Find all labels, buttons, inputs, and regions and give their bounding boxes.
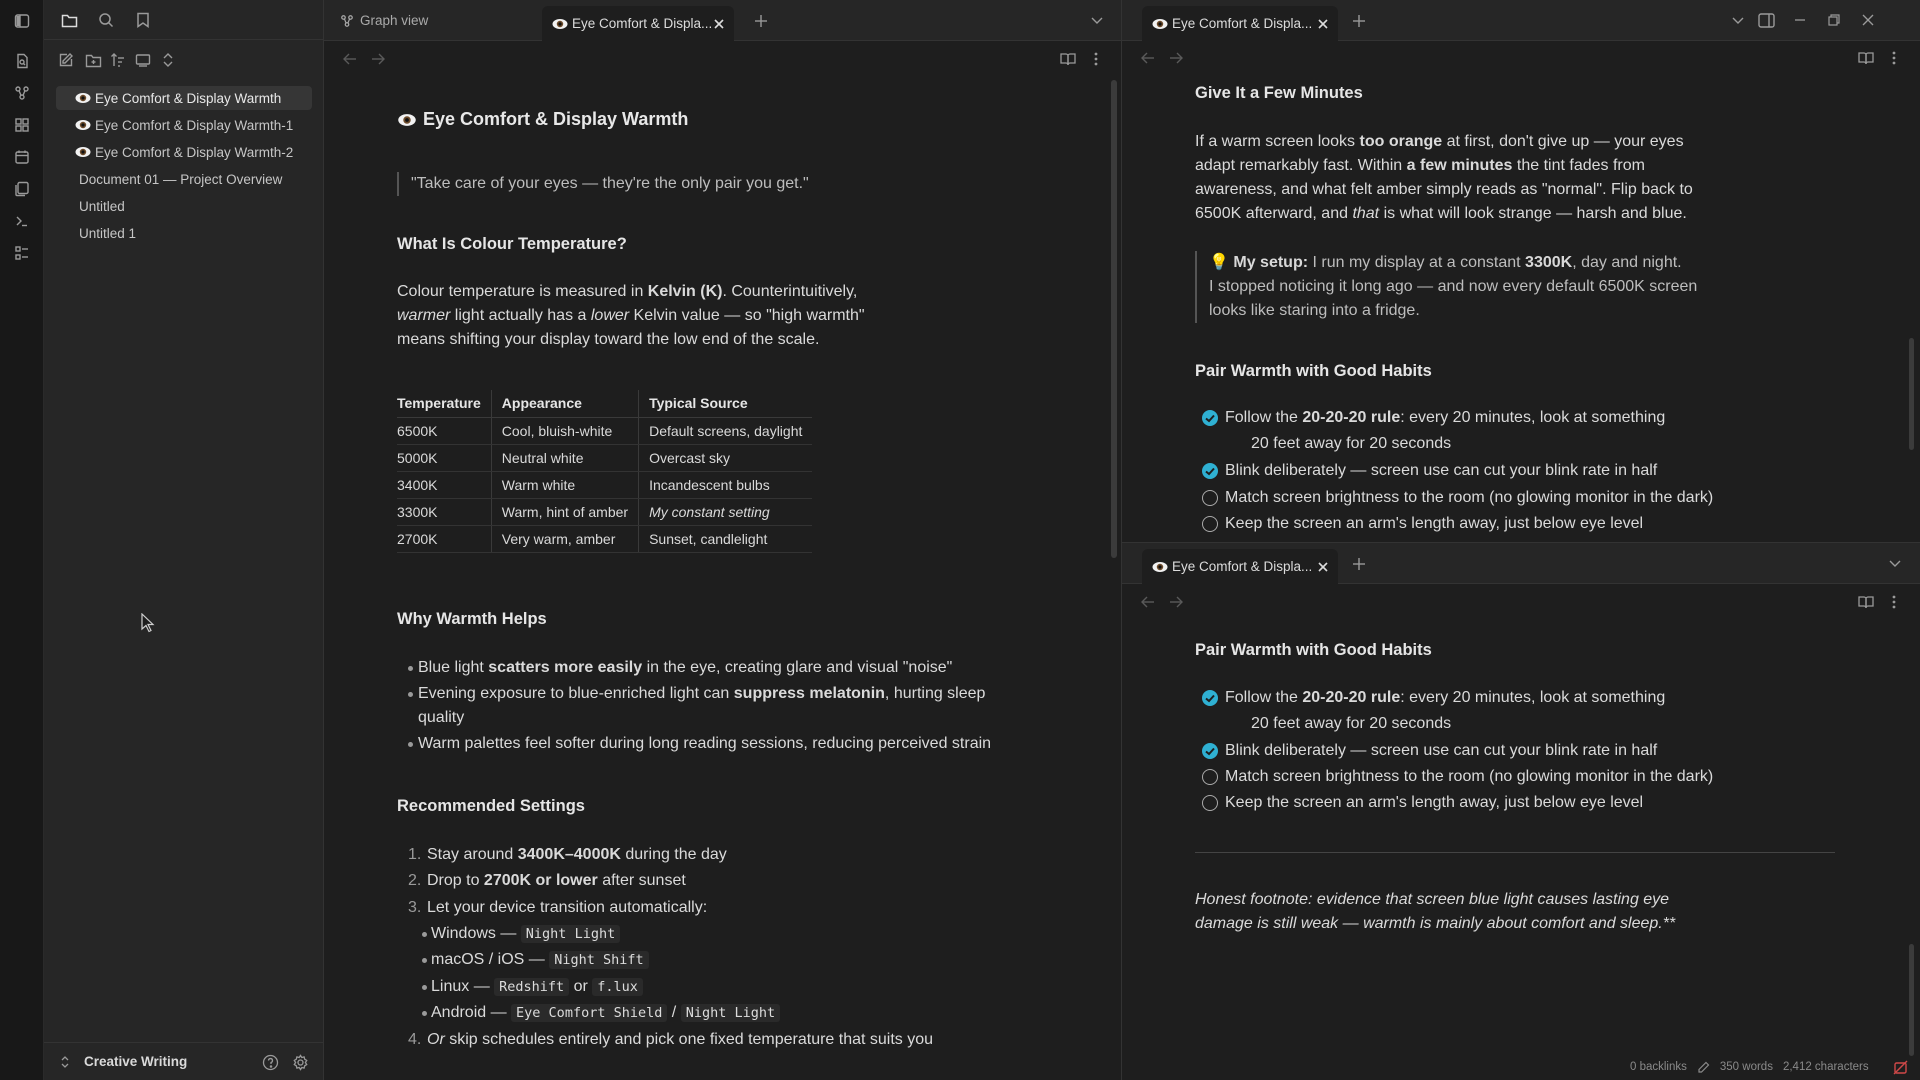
heading-why-warmth: Why Warmth Helps [397, 610, 547, 628]
table-cell: Default screens, daylight [639, 417, 813, 444]
ribbon [0, 0, 44, 1080]
left-tab-bar [324, 0, 1121, 41]
tab-label: Eye Comfort & Displa... [1172, 559, 1313, 574]
templates-icon[interactable] [11, 178, 33, 200]
list-item: Blue light scatters more easily in the eye, creating glare and visual "noise" [418, 659, 953, 676]
list-item: Warm palettes feel softer during long reading sessions, reducing perceived strain [418, 735, 992, 752]
bullet [408, 742, 413, 747]
note-title [397, 109, 688, 130]
restore-window-icon[interactable] [1824, 10, 1844, 30]
close-window-icon[interactable] [1858, 10, 1878, 30]
tab-eye-comfort[interactable] [542, 6, 734, 41]
file-item-label: Eye Comfort & Display Warmth [95, 90, 282, 106]
vault-switcher[interactable] [44, 1042, 324, 1080]
task-checkbox-unchecked[interactable] [1202, 769, 1218, 785]
back-arrow-icon[interactable] [1138, 48, 1158, 68]
eye-emoji-icon [552, 18, 568, 30]
back-arrow-icon[interactable] [1138, 592, 1158, 612]
new-tab-icon[interactable] [751, 11, 771, 31]
bullet [422, 1011, 427, 1016]
eye-emoji-icon [1152, 18, 1168, 30]
files-tab-icon[interactable] [58, 9, 80, 31]
canvas-icon[interactable] [11, 114, 33, 136]
heading-colour-temperature: What Is Colour Temperature? [397, 235, 627, 253]
task-text-continued: 20 feet away for 20 seconds [1251, 715, 1452, 732]
heading-pair-warmth-bottom: Pair Warmth with Good Habits [1195, 641, 1432, 659]
table-cell: 5000K [397, 444, 491, 471]
eye-emoji-icon [75, 146, 91, 158]
file-item-label: Document 01 — Project Overview [79, 171, 283, 187]
table-cell: My constant setting [639, 498, 813, 525]
right-top-scrollbar[interactable] [1909, 338, 1914, 450]
word-count: 350 words [1719, 1061, 1773, 1073]
table-cell: Overcast sky [639, 444, 813, 471]
table-header-row [397, 390, 812, 417]
horizontal-rule [1195, 852, 1835, 853]
bullet [408, 666, 413, 671]
table-row [397, 525, 812, 552]
tab-eye-comfort-bottom[interactable] [1142, 549, 1338, 584]
new-tab-icon[interactable] [1349, 11, 1369, 31]
list-item: Let your device transition automatically: [427, 899, 708, 916]
forward-arrow-icon[interactable] [1166, 48, 1186, 68]
setup-callout: 💡 My setup: I run my display at a constant 3300K, day and night. I stopped noticing it long ago — and now every default 6500K screen looks like staring into a fridge. [1209, 254, 1698, 319]
file-item-eye-comfort-2[interactable] [56, 140, 312, 164]
table-header: Typical Source [639, 390, 813, 417]
close-tab-icon[interactable] [1316, 560, 1330, 574]
table-cell: Cool, bluish-white [491, 417, 638, 444]
backlinks-count[interactable]: 0 backlinks [1630, 1061, 1687, 1073]
file-item-untitled-1[interactable] [56, 221, 312, 245]
sidebar-tab-bar [44, 0, 324, 40]
table-cell: Warm white [491, 471, 638, 498]
new-tab-icon[interactable] [1349, 554, 1369, 574]
heading-recommended-settings: Recommended Settings [397, 797, 585, 815]
settings-gear-icon[interactable] [290, 1052, 310, 1072]
sort-icon[interactable] [107, 49, 129, 71]
table-row [397, 471, 812, 498]
bullet [422, 932, 427, 937]
eye-emoji-icon [397, 113, 417, 127]
eye-emoji-icon [1152, 561, 1168, 573]
status-bar [1630, 1058, 1908, 1076]
reading-view-icon[interactable] [1856, 592, 1876, 612]
task-checkbox-unchecked[interactable] [1202, 490, 1218, 506]
file-item-label: Untitled 1 [79, 225, 137, 241]
table-cell: 3400K [397, 471, 491, 498]
task-checkbox-checked[interactable] [1202, 690, 1218, 706]
forward-arrow-icon[interactable] [1166, 592, 1186, 612]
minimize-window-icon[interactable] [1790, 10, 1810, 30]
lightbulb-icon: 💡 [1209, 254, 1229, 271]
task-text-continued: 20 feet away for 20 seconds [1251, 435, 1452, 452]
table-cell: 6500K [397, 417, 491, 444]
colour-temperature-table [397, 390, 812, 553]
tab-label: Eye Comfort & Displa... [1172, 16, 1313, 31]
reading-view-icon[interactable] [1856, 48, 1876, 68]
eye-emoji-icon [75, 92, 91, 104]
table-header: Appearance [491, 390, 638, 417]
forward-arrow-icon[interactable] [368, 49, 388, 69]
right-top-tab-bar [1122, 0, 1920, 41]
tab-label: Graph view [360, 13, 429, 28]
right-bottom-scrollbar[interactable] [1909, 944, 1914, 1056]
edit-pencil-icon[interactable] [1697, 1061, 1710, 1074]
right-bottom-tab-bar [1122, 543, 1920, 584]
table-cell: 2700K [397, 525, 491, 552]
back-arrow-icon[interactable] [340, 49, 360, 69]
heading-give-it-a-few-minutes: Give It a Few Minutes [1195, 84, 1363, 102]
table-cell: 3300K [397, 498, 491, 525]
list-number: 3. [408, 899, 422, 916]
note-title-text: Eye Comfort & Display Warmth [423, 109, 689, 129]
sidebar-toggle-icon[interactable] [11, 10, 33, 32]
callout-bar [1195, 251, 1197, 323]
command-palette-icon[interactable] [11, 210, 33, 232]
help-icon[interactable] [260, 1052, 280, 1072]
list-number: 4. [408, 1031, 422, 1048]
bullet [408, 692, 413, 697]
list-item: Linux — Redshift or f.lux [431, 975, 643, 999]
bullet [422, 985, 427, 990]
task-text: Blink deliberately — screen use can cut your blink rate in half [1225, 742, 1658, 759]
task-text: Blink deliberately — screen use can cut your blink rate in half [1225, 462, 1658, 479]
table-cell: Incandescent bulbs [639, 471, 813, 498]
list-item: Android — Eye Comfort Shield / Night Light [431, 1001, 780, 1025]
task-text: Match screen brightness to the room (no glowing monitor in the dark) [1225, 489, 1714, 506]
file-item-untitled[interactable] [56, 194, 312, 218]
close-tab-icon[interactable] [712, 17, 726, 31]
file-item-label: Eye Comfort & Display Warmth-1 [95, 117, 294, 133]
graph-view-icon [340, 14, 354, 28]
table-row [397, 444, 812, 471]
more-options-icon[interactable] [1884, 592, 1904, 612]
close-tab-icon[interactable] [1316, 17, 1330, 31]
table-row [397, 498, 812, 525]
tab-list-chevron-icon[interactable] [1885, 554, 1905, 574]
give-paragraph: If a warm screen looks too orange at first, don't give up — your eyes adapt remarkably fast. Within a few minutes the tint fades from awareness, and what felt amber simply reads as "normal". Flip back to 6500K afterward, and that is what will look strange — harsh and blue. [1195, 133, 1693, 222]
graph-view-icon[interactable] [11, 82, 33, 104]
list-number: 1. [408, 846, 422, 863]
character-count: 2,412 characters [1782, 1061, 1869, 1073]
quick-switcher-icon[interactable] [11, 50, 33, 72]
colour-paragraph: Colour temperature is measured in Kelvin (K). Counterintuitively, warmer light actually has a lower Kelvin value — so "high warmth" means shifting your display toward the low end of the scale. [397, 283, 865, 348]
bookmarks-list-icon[interactable] [11, 242, 33, 264]
tab-list-chevron-icon[interactable] [1728, 11, 1748, 31]
file-explorer-sidebar [44, 0, 324, 1080]
task-checkbox-checked[interactable] [1202, 410, 1218, 426]
tab-graph-view[interactable] [328, 6, 538, 35]
table-row [397, 417, 812, 444]
bookmark-icon[interactable] [132, 9, 154, 31]
daily-note-icon[interactable] [11, 146, 33, 168]
tab-list-chevron-icon[interactable] [1087, 11, 1107, 31]
table-cell: Very warm, amber [491, 525, 638, 552]
tab-eye-comfort-right[interactable] [1142, 6, 1338, 41]
list-item: Stay around 3400K–4000K during the day [427, 846, 727, 863]
task-checkbox-checked[interactable] [1202, 743, 1218, 759]
file-item-document-01[interactable] [56, 167, 312, 191]
toggle-right-sidebar-icon[interactable] [1756, 10, 1776, 30]
list-number: 2. [408, 872, 422, 889]
heading-pair-warmth: Pair Warmth with Good Habits [1195, 362, 1432, 380]
task-text: Follow the 20-20-20 rule: every 20 minutes, look at something [1225, 689, 1666, 706]
pane-divider [1121, 0, 1122, 1080]
table-cell: Neutral white [491, 444, 638, 471]
list-item: Windows — Night Light [431, 922, 620, 946]
eye-emoji-icon [75, 119, 91, 131]
task-checkbox-checked[interactable] [1202, 463, 1218, 479]
reading-view-icon[interactable] [1058, 49, 1078, 69]
task-text: Match screen brightness to the room (no glowing monitor in the dark) [1225, 768, 1714, 785]
auto-reveal-icon[interactable] [132, 49, 154, 71]
left-pane-scrollbar[interactable] [1111, 80, 1117, 558]
list-item: Drop to 2700K or lower after sunset [427, 872, 686, 889]
task-text: Keep the screen an arm's length away, just below eye level [1225, 515, 1644, 532]
more-options-icon[interactable] [1884, 48, 1904, 68]
new-folder-icon[interactable] [82, 49, 104, 71]
blockquote: "Take care of your eyes — they're the only pair you get." [411, 175, 809, 192]
vault-chevron-icon [60, 1055, 70, 1069]
more-options-icon[interactable] [1086, 49, 1106, 69]
tab-label: Eye Comfort & Displa... [572, 16, 713, 31]
table-header: Temperature [397, 390, 491, 417]
sync-disabled-icon[interactable] [1893, 1060, 1908, 1075]
bullet [422, 958, 427, 963]
list-item: Evening exposure to blue-enriched light can suppress melatonin, hurting sleep quality [418, 685, 986, 726]
task-text: Keep the screen an arm's length away, just below eye level [1225, 794, 1644, 811]
task-text: Follow the 20-20-20 rule: every 20 minutes, look at something [1225, 409, 1666, 426]
collapse-all-icon[interactable] [157, 49, 179, 71]
file-item-label: Eye Comfort & Display Warmth-2 [95, 144, 294, 160]
list-item: macOS / iOS — Night Shift [431, 948, 649, 972]
mouse-cursor-icon [141, 613, 155, 633]
task-checkbox-unchecked[interactable] [1202, 795, 1218, 811]
file-item-eye-comfort-1[interactable] [56, 113, 312, 137]
table-cell: Warm, hint of amber [491, 498, 638, 525]
new-note-icon[interactable] [55, 49, 77, 71]
list-item: Or skip schedules entirely and pick one fixed temperature that suits you [427, 1031, 934, 1048]
file-item-label: Untitled [79, 198, 125, 214]
footnote: Honest footnote: evidence that screen blue light causes lasting eye damage is still weak — warmth is mainly about comfort and sleep.** [1195, 891, 1676, 932]
search-icon[interactable] [95, 9, 117, 31]
task-checkbox-unchecked[interactable] [1202, 516, 1218, 532]
quote-bar [397, 172, 399, 196]
table-cell: Sunset, candlelight [639, 525, 813, 552]
vault-name: Creative Writing [84, 1054, 188, 1069]
file-item-eye-comfort[interactable] [56, 86, 312, 110]
